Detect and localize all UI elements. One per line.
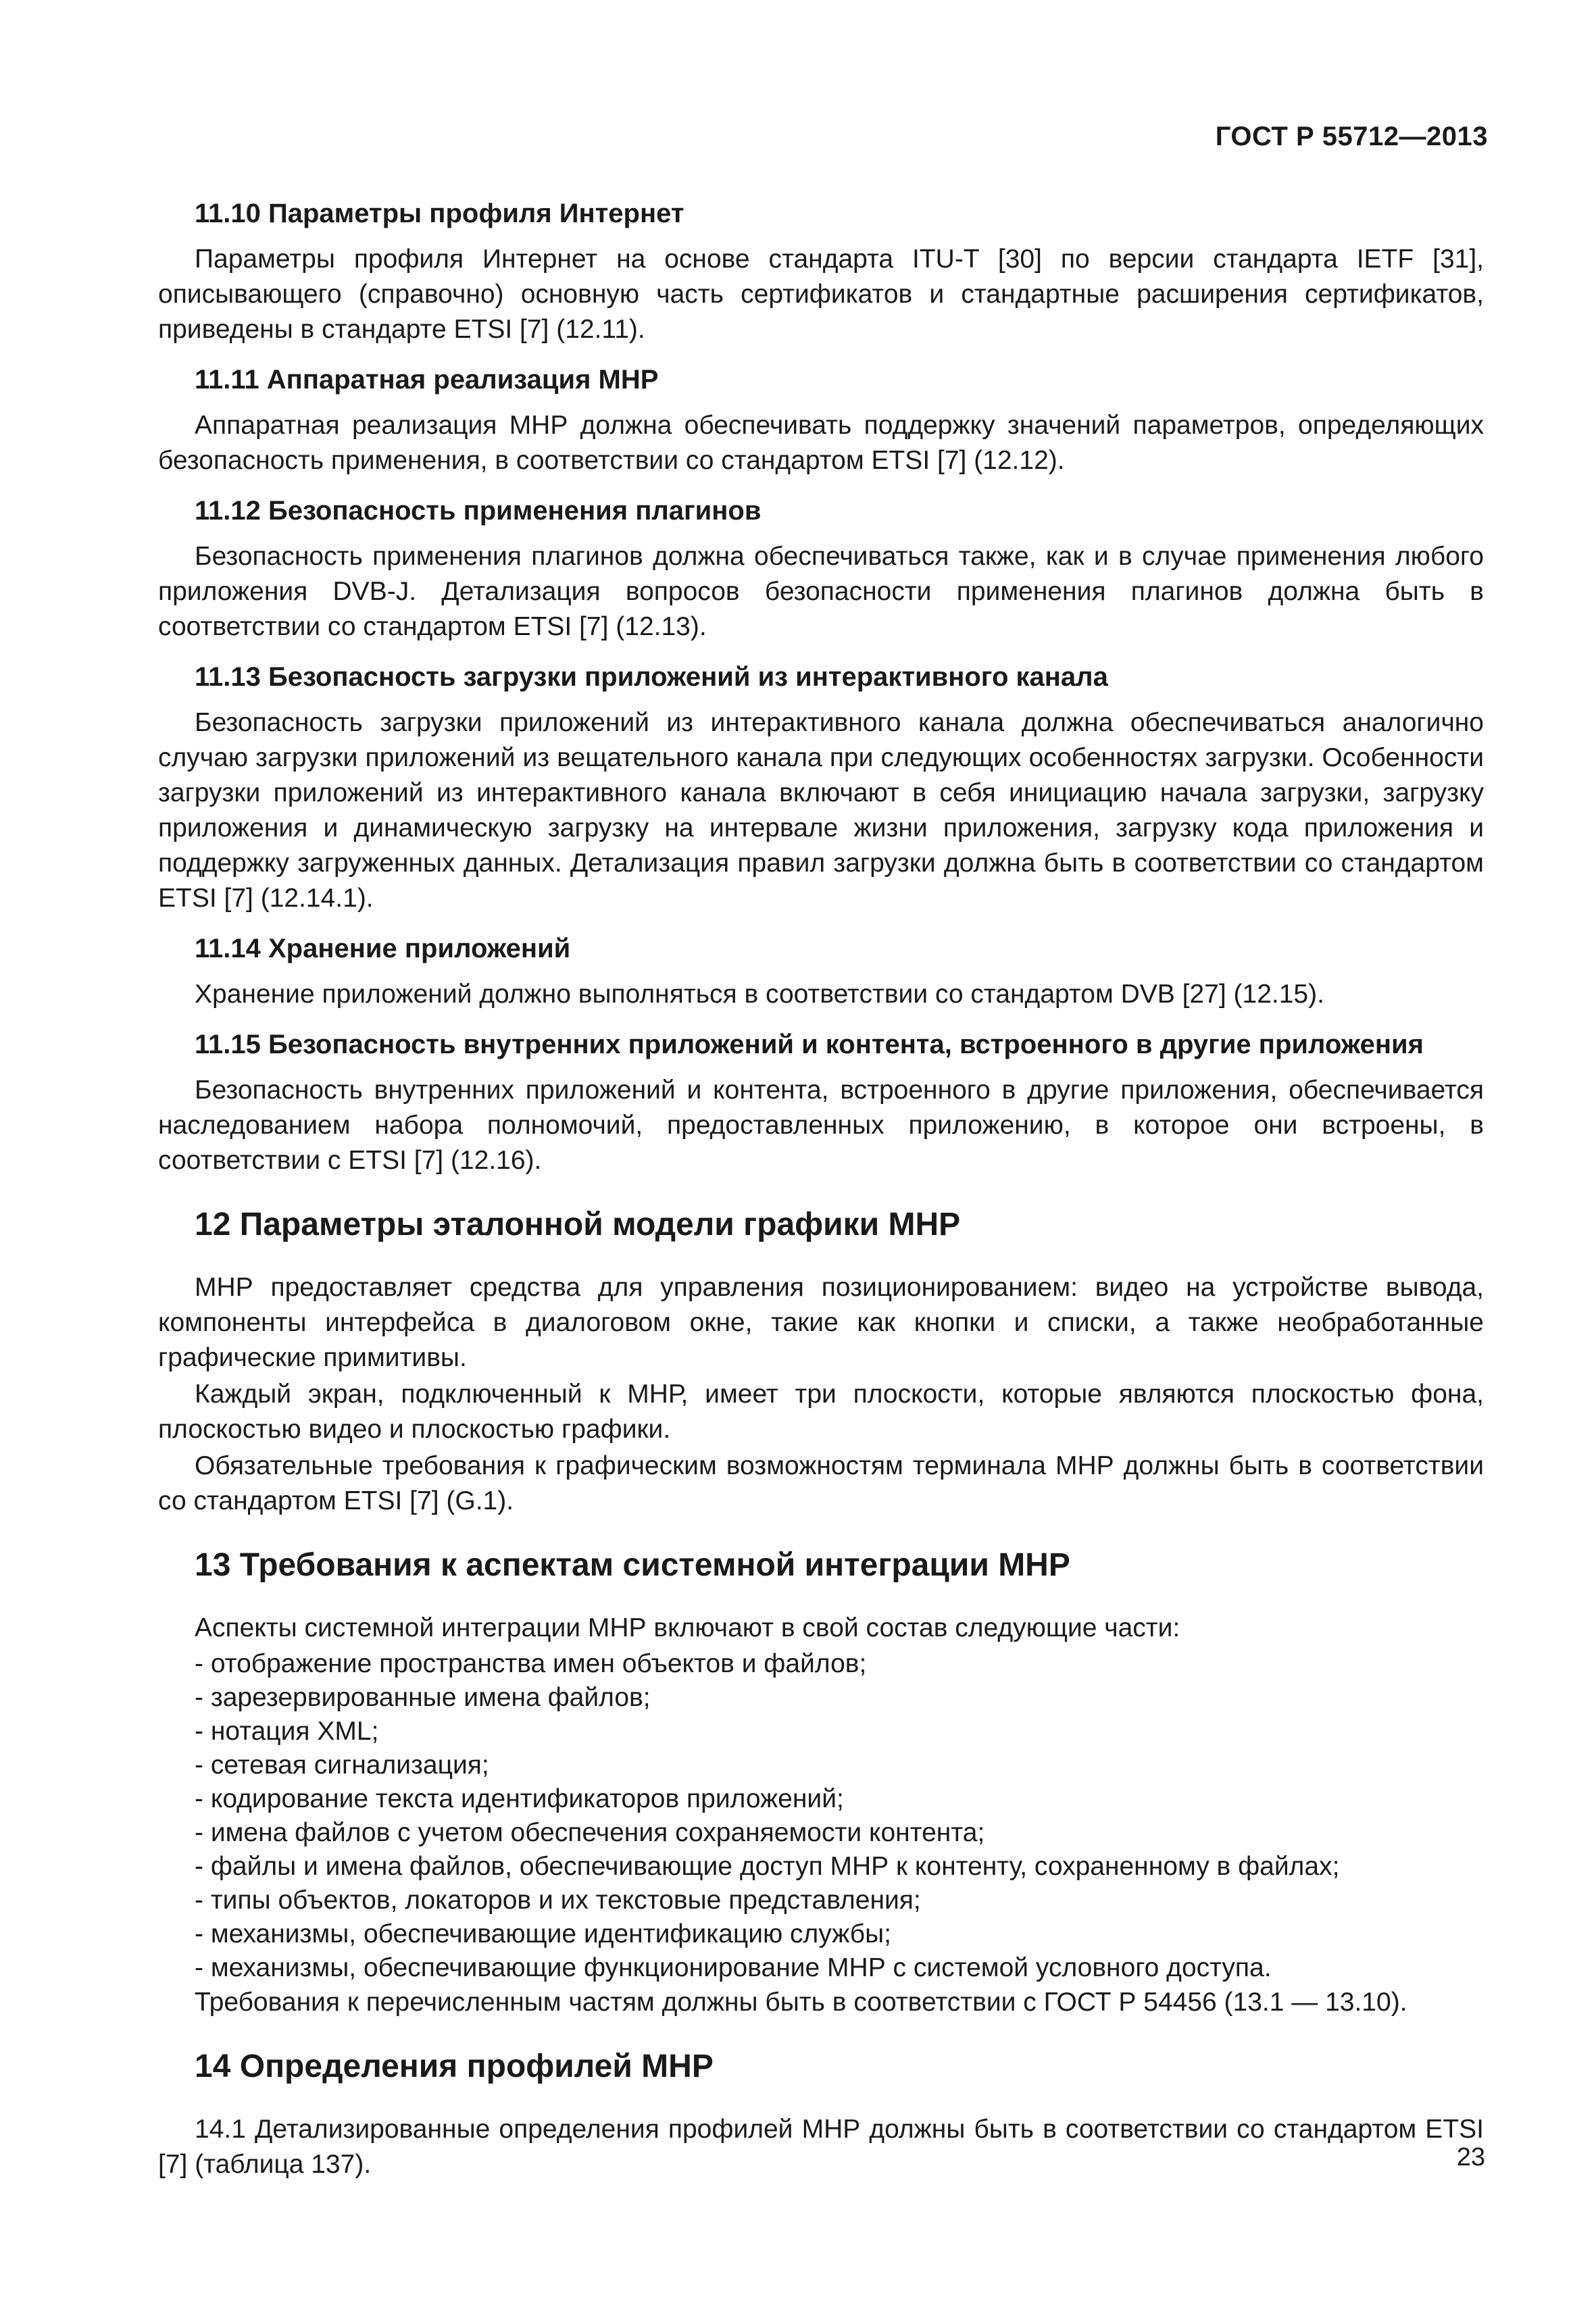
heading-11-14: 11.14 Хранение приложений (195, 934, 571, 963)
paragraph-12-2: Каждый экран, подключенный к МНР, имеет три плоскости, которые являются плоскостью фона, плоскостью видео и плоскостью графики. (158, 1380, 1484, 1444)
list-item: - нотация XML; (195, 1717, 379, 1746)
heading-11-11: 11.11 Аппаратная реализация МНР (195, 365, 659, 395)
list-item: - отображение пространства имен объектов и файлов; (195, 1649, 867, 1678)
list-item: - механизмы, обеспечивающие функционирование МНР с системой условного доступа. (195, 1953, 1272, 1982)
page-number: 23 (1456, 2143, 1485, 2171)
paragraph-11-14: Хранение приложений должно выполняться в соответствии со стандартом DVB [27] (12.15). (195, 980, 1324, 1009)
paragraph-12-1: МНР предоставляет средства для управления позиционированием: видео на устройстве вывода, компоненты интерфейса в диалоговом окне, такие как кнопки и списки, а также необработанные графические примитивы. (158, 1273, 1484, 1372)
paragraph-11-15: Безопасность внутренних приложений и контента, встроенного в другие приложения, обеспечивается наследованием набора полномочий, предоставленных приложению, в которое они встроены, в соответствии с ETSI [7] (12.16). (158, 1076, 1484, 1175)
paragraph-11-10: Параметры профиля Интернет на основе стандарта ITU-T [30] по версии стандарта IETF [31], описывающего (справочно) основную часть сертификатов и стандартные расширения сертификатов, приведены в стандарте ETSI [7] (12.11). (158, 245, 1484, 344)
paragraph-11-12: Безопасность применения плагинов должна обеспечиваться также, как и в случае применения любого приложения DVB-J. Детализация вопросов безопасности применения плагинов должна быть в соответствии со стандартом ETSI [7] (12.13). (158, 542, 1484, 641)
heading-section-12: 12 Параметры эталонной модели графики МНР (195, 1207, 961, 1242)
list-item: - механизмы, обеспечивающие идентификацию службы; (195, 1919, 891, 1948)
list-item: - имена файлов с учетом обеспечения сохраняемости контента; (195, 1818, 985, 1847)
paragraph-12-3: Обязательные требования к графическим возможностям терминала МНР должны быть в соответствии со стандартом ETSI [7] (G.1). (158, 1451, 1484, 1515)
paragraph-11-11: Аппаратная реализация МНР должна обеспечивать поддержку значений параметров, определяющих безопасность применения, в соответствии со стандартом ETSI [7] (12.12). (158, 411, 1484, 475)
paragraph-11-13: Безопасность загрузки приложений из интерактивного канала должна обеспечиваться аналогично случаю загрузки приложений из вещательного канала при следующих особенностях загрузки. Особенности загрузки приложений из интерактивного канала включают в себя инициацию начала загрузки, загрузку приложения и динамическую загрузку на интервале жизни приложения, загрузку кода приложения и поддержку загруженных данных. Детализация правил загрузки должна быть в соответствии со стандартом ETSI [7] (12.14.1). (158, 708, 1484, 913)
heading-section-13: 13 Требования к аспектам системной интеграции МНР (195, 1547, 1070, 1583)
list-item: - кодирование текста идентификаторов приложений; (195, 1784, 844, 1813)
heading-11-13: 11.13 Безопасность загрузки приложений из интерактивного канала (195, 662, 1108, 692)
list-item: - типы объектов, локаторов и их текстовые представления; (195, 1886, 921, 1915)
paragraph-14-1: 14.1 Детализированные определения профилей МНР должны быть в соответствии со стандартом ETSI [7] (таблица 137). (158, 2115, 1484, 2179)
heading-11-12: 11.12 Безопасность применения плагинов (195, 496, 762, 526)
page-body (158, 196, 1484, 2197)
integration-aspects-list (158, 1647, 1484, 1985)
heading-section-14: 14 Определения профилей МНР (195, 2048, 714, 2084)
list-item: - файлы и имена файлов, обеспечивающие доступ МНР к контенту, сохраненному в файлах; (195, 1852, 1340, 1881)
heading-11-15: 11.15 Безопасность внутренних приложений и контента, встроенного в другие приложения (195, 1030, 1424, 1059)
list-item: - зарезервированные имена файлов; (195, 1683, 651, 1712)
paragraph-13-outro: Требования к перечисленным частям должны быть в соответствии с ГОСТ Р 54456 (13.1 — 13.10). (195, 1988, 1407, 2017)
list-item: - сетевая сигнализация; (195, 1751, 489, 1780)
heading-11-10: 11.10 Параметры профиля Интернет (195, 199, 684, 228)
paragraph-13-intro: Аспекты системной интеграции МНР включают в свой состав следующие части: (195, 1613, 1180, 1642)
document-code: ГОСТ Р 55712—2013 (1215, 122, 1488, 151)
